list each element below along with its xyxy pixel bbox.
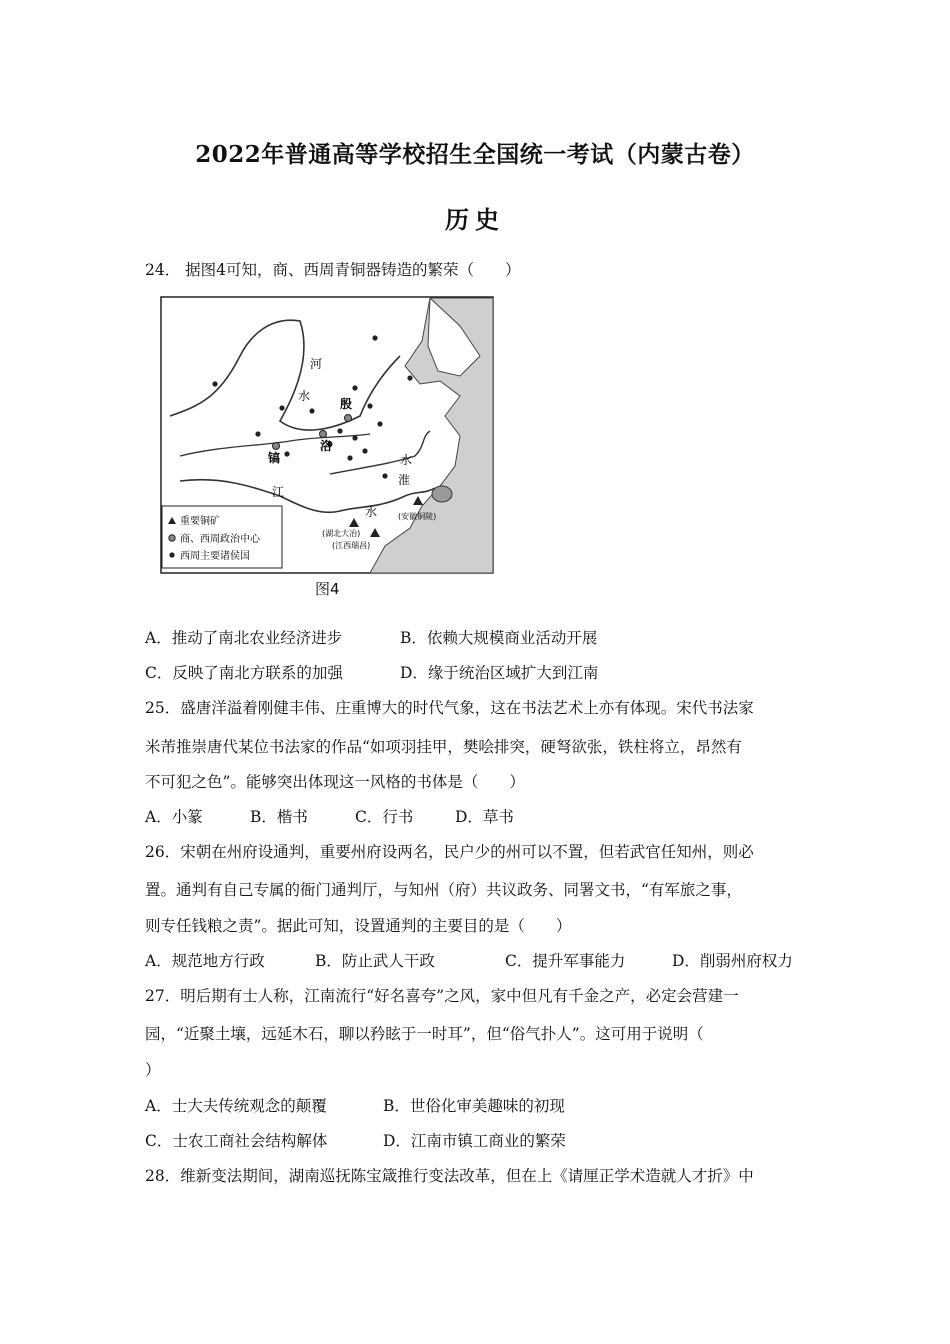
q27-line-2: 园，“近聚土壤，远延木石，聊以矜眩于一时耳”，但“俗气扑人”。这可用于说明（ bbox=[145, 1025, 704, 1043]
q25-line-3: 不可犯之色”。能够突出体现这一风格的书体是（ ） bbox=[145, 773, 525, 791]
q24-option-a[interactable]: A．推动了南北农业经济进步 bbox=[145, 629, 343, 647]
q25-option-b[interactable]: B．楷书 bbox=[250, 808, 308, 826]
map-svg bbox=[160, 296, 494, 574]
q28-line-1: 28．维新变法期间，湖南巡抚陈宝箴推行变法改革，但在上《请厘正学术造就人才折》中 bbox=[145, 1167, 754, 1185]
q25-option-a[interactable]: A．小篆 bbox=[145, 808, 203, 826]
q26-line-1: 26．宋朝在州府设通判，重要州府设两名，民户少的州可以不置，但若武官任知州，则必 bbox=[145, 843, 754, 861]
q27-option-d[interactable]: D．江南市镇工商业的繁荣 bbox=[383, 1132, 566, 1150]
lake bbox=[432, 486, 452, 502]
q24-option-d[interactable]: D．缘于统治区域扩大到江南 bbox=[400, 664, 599, 682]
label-anhui: (安徽铜陵) bbox=[398, 512, 437, 521]
q25-line-1: 25．盛唐洋溢着刚健丰伟、庄重博大的时代气象，这在书法艺术上亦有体现。宋代书法家 bbox=[145, 699, 754, 717]
label-hao: 镐 bbox=[268, 451, 281, 465]
q26-option-b[interactable]: B．防止武人干政 bbox=[315, 952, 435, 970]
q26-option-a[interactable]: A．规范地方行政 bbox=[145, 952, 265, 970]
q26-line-2: 置。通判有自己专属的衙门通判厅，与知州（府）共议政务、同署文书，“有军旅之事， bbox=[145, 881, 742, 899]
label-huai: 淮 bbox=[398, 473, 411, 487]
legend-political-center: 商、西周政治中心 bbox=[180, 534, 260, 545]
legend-copper-mine: 重要铜矿 bbox=[180, 516, 220, 527]
label-river-he: 河 bbox=[310, 357, 323, 371]
label-yin: 殷 bbox=[340, 397, 353, 411]
q27-option-a[interactable]: A．士大夫传统观念的颠覆 bbox=[145, 1097, 327, 1115]
label-river-shui: 水 bbox=[298, 389, 311, 403]
map-figure bbox=[160, 296, 494, 574]
map-legend bbox=[162, 506, 282, 568]
subject-title: 历史 bbox=[445, 205, 505, 234]
label-luo: 洛 bbox=[320, 439, 333, 453]
q27-line-1: 27．明后期有士人称，江南流行“好名喜夸”之风，家中但凡有千金之产，必定会营建一 bbox=[145, 987, 739, 1005]
q25-option-d[interactable]: D．草书 bbox=[455, 808, 514, 826]
q27-line-3: ） bbox=[145, 1061, 161, 1079]
q27-option-b[interactable]: B．世俗化审美趣味的初现 bbox=[383, 1097, 565, 1115]
q25-line-2: 米芾推崇唐代某位书法家的作品“如项羽挂甲，樊哙排突，硬弩欲张，铁柱将立，昂然有 bbox=[145, 738, 742, 756]
exam-title: 2022年普通高等学校招生全国统一考试（内蒙古卷） bbox=[195, 141, 755, 168]
figure-caption: 图4 bbox=[315, 580, 340, 598]
label-shui-right: 水 bbox=[400, 453, 413, 467]
q27-option-c[interactable]: C．士农工商社会结构解体 bbox=[145, 1132, 328, 1150]
q26-option-c[interactable]: C．提升军事能力 bbox=[505, 952, 626, 970]
q25-option-c[interactable]: C．行书 bbox=[355, 808, 414, 826]
q24-stem: 24． 据图4可知，商、西周青铜器铸造的繁荣（ ） bbox=[145, 261, 521, 279]
label-jiang: 江 bbox=[272, 485, 285, 499]
label-hubei: (湖北大冶) bbox=[322, 529, 361, 538]
label-shui-bottom: 水 bbox=[365, 505, 378, 519]
label-jiangxi: (江西瑞昌) bbox=[332, 541, 371, 550]
q26-line-3: 则专任钱粮之责”。据此可知，设置通判的主要目的是（ ） bbox=[145, 917, 572, 935]
q26-option-d[interactable]: D．削弱州府权力 bbox=[672, 952, 793, 970]
q24-option-c[interactable]: C．反映了南北方联系的加强 bbox=[145, 664, 343, 682]
legend-vassal-state: 西周主要诸侯国 bbox=[180, 551, 250, 562]
q24-option-b[interactable]: B．依赖大规模商业活动开展 bbox=[400, 629, 598, 647]
